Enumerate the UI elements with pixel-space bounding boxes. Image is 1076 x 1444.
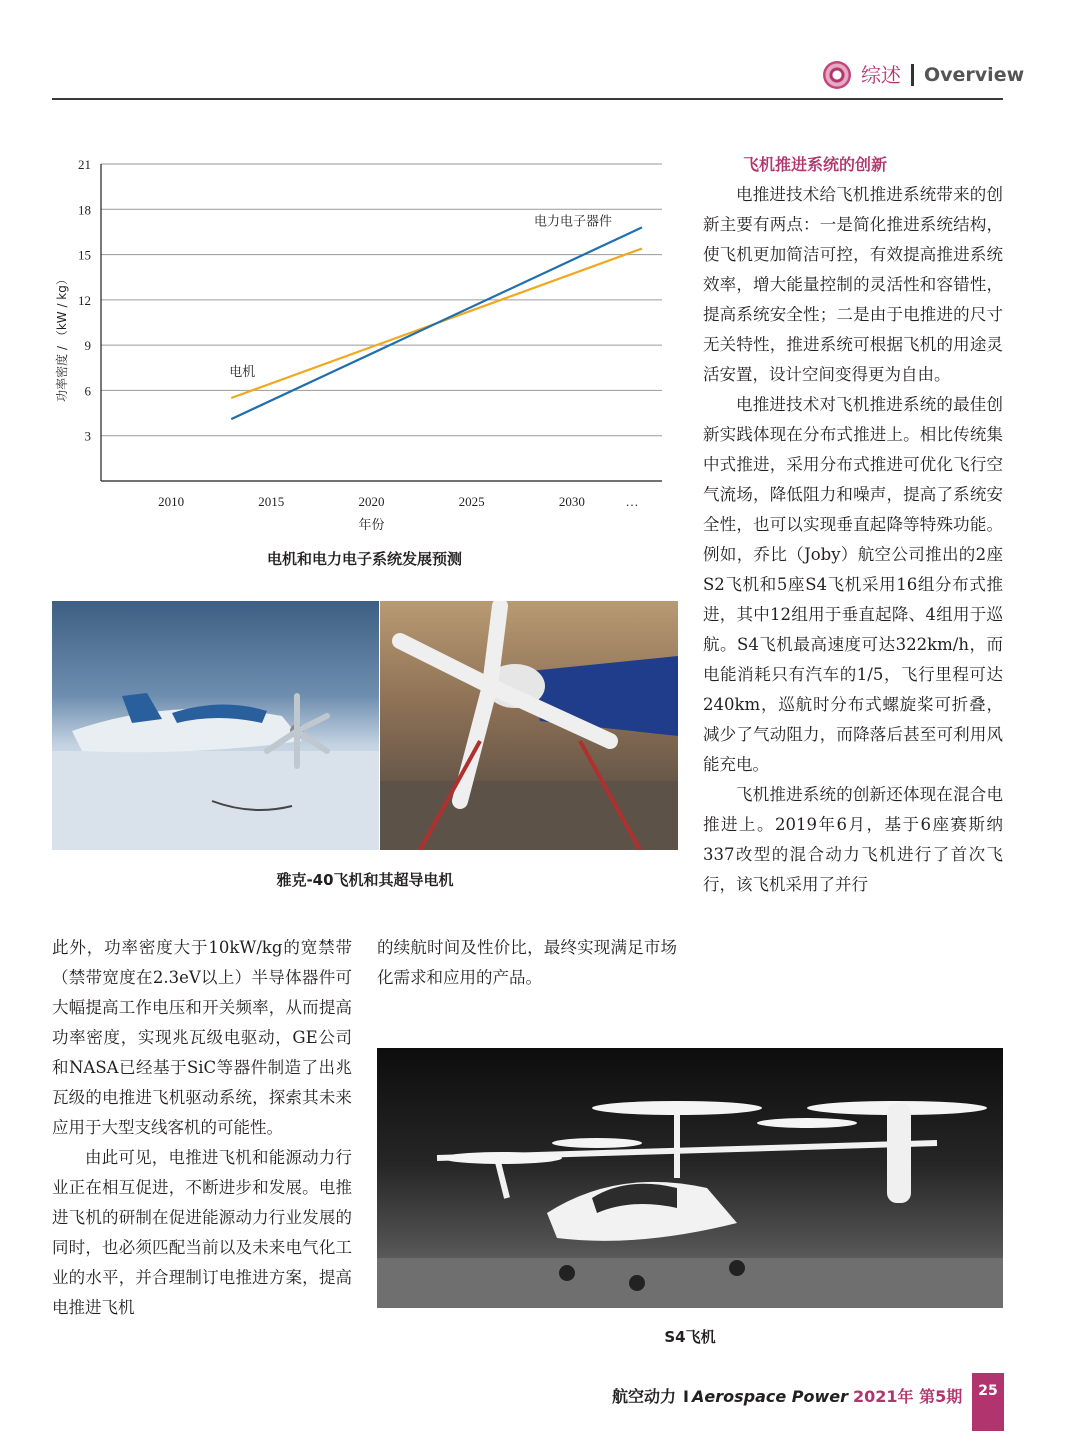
chart-axes	[101, 164, 662, 481]
footer-journal-cn: 航空动力	[612, 1387, 677, 1406]
header-divider	[911, 64, 914, 86]
y-tick-label: 12	[78, 292, 91, 308]
chart-grid	[101, 164, 662, 436]
photo-caption-yak40: 雅克-40飞机和其超导电机	[276, 871, 454, 889]
paragraph: 此外，功率密度大于10kW/kg的宽禁带（禁带宽度在2.3eV以上）半导体器件可大幅提高工作电压和开关频率，从而提高功率密度，实现兆瓦级电驱动，GE公司和NASA已经基于SiC等器件制造了出兆瓦级的电推进飞机驱动系统，探索其未来应用于大型支线客机的可能性。	[52, 938, 352, 1137]
chart-caption: 电机和电力电子系统发展预测	[266, 550, 462, 568]
paragraph: 飞机推进系统的创新还体现在混合电推进上。2019年6月，基于6座赛斯纳337改型的混合动力飞机进行了首次飞行，该飞机采用了并行	[703, 785, 1003, 894]
x-axis-label: 年份	[358, 518, 385, 533]
y-tick-label: 6	[84, 383, 91, 399]
y-tick-label: 18	[78, 202, 91, 218]
section-heading: 飞机推进系统的创新	[743, 155, 888, 174]
y-tick-label: 9	[84, 338, 91, 354]
x-tick-label: 2015	[258, 494, 285, 509]
footer-issue: 2021年 第5期	[853, 1387, 963, 1406]
footer-separator: I	[683, 1387, 689, 1406]
page-number: 25	[972, 1373, 1004, 1431]
article-left-column	[52, 933, 352, 1323]
yak40-aircraft-photo	[52, 601, 379, 850]
x-tick-label: 2030	[558, 494, 585, 509]
y-tick-label: 15	[78, 247, 91, 263]
series-label: 电力电子器件	[533, 214, 612, 230]
x-tick-label: 2020	[358, 494, 385, 509]
photo-caption-s4: S4飞机	[664, 1328, 716, 1346]
journal-logo-icon	[823, 61, 851, 89]
s4-aircraft-photo	[377, 1048, 1003, 1308]
section-title-cn: 综述	[861, 63, 901, 87]
paragraph: 电推进技术给飞机推进系统带来的创新主要有两点：一是简化推进系统结构，使飞机更加简洁可控，有效提高推进系统效率，增大能量控制的灵活性和容错性，提高系统安全性；二是由于电推进的尺寸无关特性，推进系统可根据飞机的用途灵活安置，设计空间变得更为自由。	[703, 185, 1003, 384]
article-middle-column	[377, 933, 677, 993]
line-chart	[40, 150, 680, 540]
paragraph: 的续航时间及性价比，最终实现满足市场化需求和应用的产品。	[377, 938, 677, 987]
y-axis-label: 功率密度 / （kW / kg）	[55, 273, 69, 402]
section-title-en: Overview	[924, 64, 1025, 86]
header-rule	[52, 98, 1003, 100]
x-tick-label: …	[625, 494, 639, 509]
x-tick-label: 2010	[158, 494, 185, 509]
series-label: 电机	[229, 364, 256, 380]
superconducting-motor-photo	[380, 601, 678, 850]
footer-journal-en: Aerospace Power	[692, 1387, 849, 1406]
paragraph: 电推进技术对飞机推进系统的最佳创新实践体现在分布式推进上。相比传统集中式推进，采用分布式推进可优化飞行空气流场，降低阻力和噪声，提高了系统安全性，也可以实现垂直起降等特殊功能。例如，乔比（Joby）航空公司推出的2座S2飞机和5座S4飞机采用16组分布式推进，其中12组用于垂直起降、4组用于巡航。S4飞机最高速度可达322km/h，而电能消耗只有汽车的1/5，飞行里程可达240km，巡航时分布式螺旋桨可折叠，减少了气动阻力，而降落后甚至可利用风能充电。	[703, 395, 1003, 774]
article-right-column	[703, 150, 1003, 900]
x-tick-label: 2025	[458, 494, 485, 509]
y-tick-label: 3	[84, 428, 91, 444]
y-tick-label: 21	[78, 157, 91, 172]
paragraph: 由此可见，电推进飞机和能源动力行业正在相互促进，不断进步和发展。电推进飞机的研制在促进能源动力行业发展的同时，也必须匹配当前以及未来电气化工业的水平，并合理制订电推进方案，提高电推进飞机	[52, 1148, 352, 1317]
